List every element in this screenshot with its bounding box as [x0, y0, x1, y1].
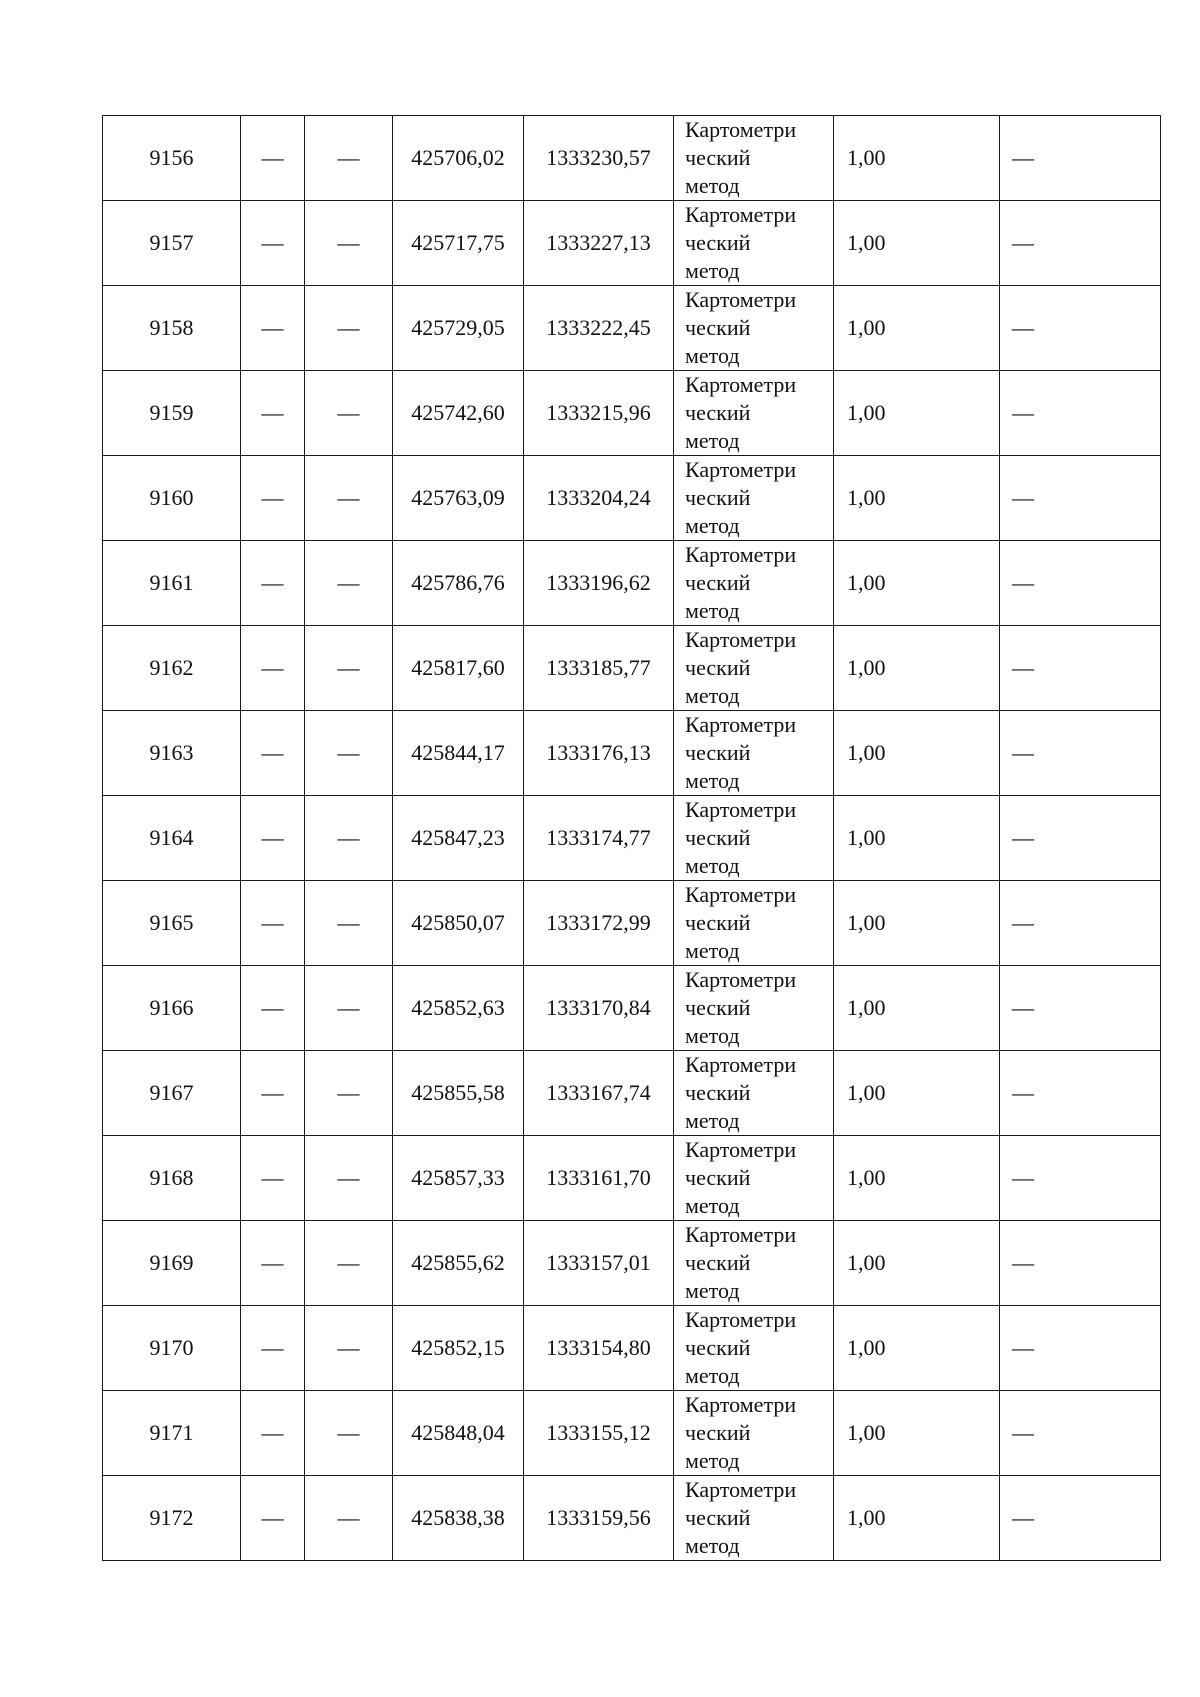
method-text-line: метод	[685, 768, 740, 793]
accuracy-cell: 1,00	[834, 711, 1000, 796]
table-row	[103, 371, 1161, 456]
accuracy-cell: 1,00	[834, 626, 1000, 711]
old-y-cell: —	[305, 881, 393, 966]
table-row	[103, 1391, 1161, 1476]
x-coordinate-cell: 425717,75	[393, 201, 524, 286]
old-y-cell: —	[305, 711, 393, 796]
y-coordinate-cell: 1333230,57	[524, 116, 674, 201]
method-text-line: Картометри	[685, 1052, 797, 1077]
accuracy-cell: 1,00	[834, 1136, 1000, 1221]
point-number-cell: 9165	[103, 881, 241, 966]
method-text-line: метод	[685, 428, 740, 453]
old-y-cell: —	[305, 1306, 393, 1391]
method-text-line: ческий	[685, 1080, 751, 1105]
old-y-cell: —	[305, 1476, 393, 1561]
method-text-line: ческий	[685, 655, 751, 680]
old-y-cell: —	[305, 371, 393, 456]
accuracy-cell: 1,00	[834, 541, 1000, 626]
accuracy-cell: 1,00	[834, 966, 1000, 1051]
x-coordinate-cell: 425844,17	[393, 711, 524, 796]
method-text-line: метод	[685, 513, 740, 538]
description-cell: —	[1000, 371, 1161, 456]
method-text-line: ческий	[685, 1250, 751, 1275]
x-coordinate-cell: 425706,02	[393, 116, 524, 201]
y-coordinate-cell: 1333161,70	[524, 1136, 674, 1221]
description-cell: —	[1000, 456, 1161, 541]
method-text-line: метод	[685, 1533, 740, 1558]
old-x-cell: —	[241, 1306, 305, 1391]
method-text-line: Картометри	[685, 882, 797, 907]
method-text-line: ческий	[685, 145, 751, 170]
method-text-line: ческий	[685, 1505, 751, 1530]
description-cell: —	[1000, 541, 1161, 626]
y-coordinate-cell: 1333174,77	[524, 796, 674, 881]
accuracy-cell: 1,00	[834, 1391, 1000, 1476]
method-text-line: Картометри	[685, 117, 797, 142]
table-row	[103, 966, 1161, 1051]
x-coordinate-cell: 425850,07	[393, 881, 524, 966]
description-cell: —	[1000, 201, 1161, 286]
method-text-line: ческий	[685, 315, 751, 340]
method-cell	[674, 711, 834, 796]
method-cell	[674, 1391, 834, 1476]
accuracy-cell: 1,00	[834, 881, 1000, 966]
y-coordinate-cell: 1333154,80	[524, 1306, 674, 1391]
description-cell: —	[1000, 711, 1161, 796]
description-cell: —	[1000, 1476, 1161, 1561]
old-x-cell: —	[241, 541, 305, 626]
x-coordinate-cell: 425729,05	[393, 286, 524, 371]
old-x-cell: —	[241, 1051, 305, 1136]
method-text-line: ческий	[685, 1420, 751, 1445]
point-number-cell: 9170	[103, 1306, 241, 1391]
table-body	[103, 116, 1161, 1561]
old-y-cell: —	[305, 116, 393, 201]
old-x-cell: —	[241, 626, 305, 711]
method-cell	[674, 796, 834, 881]
x-coordinate-cell: 425855,58	[393, 1051, 524, 1136]
accuracy-cell: 1,00	[834, 201, 1000, 286]
x-coordinate-cell: 425847,23	[393, 796, 524, 881]
y-coordinate-cell: 1333185,77	[524, 626, 674, 711]
method-cell	[674, 881, 834, 966]
point-number-cell: 9163	[103, 711, 241, 796]
method-text-line: ческий	[685, 995, 751, 1020]
method-text-line: ческий	[685, 230, 751, 255]
accuracy-cell: 1,00	[834, 116, 1000, 201]
old-y-cell: —	[305, 1051, 393, 1136]
method-text-line: метод	[685, 853, 740, 878]
old-x-cell: —	[241, 796, 305, 881]
old-x-cell: —	[241, 1221, 305, 1306]
description-cell: —	[1000, 1136, 1161, 1221]
table-row	[103, 1221, 1161, 1306]
description-cell: —	[1000, 1051, 1161, 1136]
method-text-line: ческий	[685, 740, 751, 765]
old-y-cell: —	[305, 201, 393, 286]
old-x-cell: —	[241, 371, 305, 456]
old-x-cell: —	[241, 201, 305, 286]
description-cell: —	[1000, 1221, 1161, 1306]
y-coordinate-cell: 1333172,99	[524, 881, 674, 966]
y-coordinate-cell: 1333227,13	[524, 201, 674, 286]
x-coordinate-cell: 425857,33	[393, 1136, 524, 1221]
old-y-cell: —	[305, 966, 393, 1051]
table-row	[103, 541, 1161, 626]
point-number-cell: 9171	[103, 1391, 241, 1476]
method-cell	[674, 456, 834, 541]
method-cell	[674, 966, 834, 1051]
description-cell: —	[1000, 1391, 1161, 1476]
method-text-line: Картометри	[685, 712, 797, 737]
method-text-line: Картометри	[685, 967, 797, 992]
point-number-cell: 9172	[103, 1476, 241, 1561]
table-row	[103, 116, 1161, 201]
accuracy-cell: 1,00	[834, 1221, 1000, 1306]
method-text-line: метод	[685, 1023, 740, 1048]
old-x-cell: —	[241, 1136, 305, 1221]
point-number-cell: 9169	[103, 1221, 241, 1306]
description-cell: —	[1000, 116, 1161, 201]
old-x-cell: —	[241, 286, 305, 371]
y-coordinate-cell: 1333159,56	[524, 1476, 674, 1561]
method-cell	[674, 286, 834, 371]
method-cell	[674, 116, 834, 201]
point-number-cell: 9166	[103, 966, 241, 1051]
table-row	[103, 881, 1161, 966]
method-text-line: Картометри	[685, 542, 797, 567]
old-x-cell: —	[241, 966, 305, 1051]
method-cell	[674, 541, 834, 626]
x-coordinate-cell: 425817,60	[393, 626, 524, 711]
method-cell	[674, 1221, 834, 1306]
table-row	[103, 1051, 1161, 1136]
old-y-cell: —	[305, 796, 393, 881]
point-number-cell: 9158	[103, 286, 241, 371]
old-x-cell: —	[241, 881, 305, 966]
old-x-cell: —	[241, 116, 305, 201]
old-y-cell: —	[305, 541, 393, 626]
y-coordinate-cell: 1333204,24	[524, 456, 674, 541]
method-text-line: ческий	[685, 910, 751, 935]
table-row	[103, 1476, 1161, 1561]
point-number-cell: 9157	[103, 201, 241, 286]
method-text-line: метод	[685, 1448, 740, 1473]
old-x-cell: —	[241, 711, 305, 796]
method-text-line: ческий	[685, 1335, 751, 1360]
accuracy-cell: 1,00	[834, 456, 1000, 541]
old-y-cell: —	[305, 1136, 393, 1221]
method-cell	[674, 1136, 834, 1221]
table-row	[103, 1306, 1161, 1391]
method-cell	[674, 626, 834, 711]
method-text-line: метод	[685, 598, 740, 623]
x-coordinate-cell: 425852,15	[393, 1306, 524, 1391]
method-text-line: Картометри	[685, 797, 797, 822]
method-cell	[674, 1051, 834, 1136]
method-text-line: метод	[685, 1108, 740, 1133]
accuracy-cell: 1,00	[834, 1306, 1000, 1391]
table-row	[103, 201, 1161, 286]
description-cell: —	[1000, 626, 1161, 711]
point-number-cell: 9162	[103, 626, 241, 711]
old-y-cell: —	[305, 626, 393, 711]
table-row	[103, 286, 1161, 371]
y-coordinate-cell: 1333196,62	[524, 541, 674, 626]
method-text-line: Картометри	[685, 1477, 797, 1502]
method-text-line: Картометри	[685, 202, 797, 227]
old-x-cell: —	[241, 1391, 305, 1476]
table-row	[103, 1136, 1161, 1221]
method-text-line: метод	[685, 938, 740, 963]
method-text-line: Картометри	[685, 1137, 797, 1162]
method-text-line: Картометри	[685, 1392, 797, 1417]
x-coordinate-cell: 425852,63	[393, 966, 524, 1051]
method-text-line: ческий	[685, 825, 751, 850]
method-text-line: Картометри	[685, 1222, 797, 1247]
method-text-line: Картометри	[685, 372, 797, 397]
old-y-cell: —	[305, 286, 393, 371]
description-cell: —	[1000, 966, 1161, 1051]
method-cell	[674, 1476, 834, 1561]
method-text-line: ческий	[685, 1165, 751, 1190]
method-cell	[674, 1306, 834, 1391]
method-text-line: метод	[685, 1363, 740, 1388]
method-text-line: метод	[685, 173, 740, 198]
method-text-line: метод	[685, 1278, 740, 1303]
table-row	[103, 626, 1161, 711]
old-x-cell: —	[241, 456, 305, 541]
y-coordinate-cell: 1333222,45	[524, 286, 674, 371]
x-coordinate-cell: 425763,09	[393, 456, 524, 541]
old-x-cell: —	[241, 1476, 305, 1561]
description-cell: —	[1000, 286, 1161, 371]
method-text-line: ческий	[685, 400, 751, 425]
accuracy-cell: 1,00	[834, 1476, 1000, 1561]
method-text-line: ческий	[685, 485, 751, 510]
old-y-cell: —	[305, 1391, 393, 1476]
y-coordinate-cell: 1333157,01	[524, 1221, 674, 1306]
x-coordinate-cell: 425838,38	[393, 1476, 524, 1561]
x-coordinate-cell: 425855,62	[393, 1221, 524, 1306]
accuracy-cell: 1,00	[834, 1051, 1000, 1136]
point-number-cell: 9168	[103, 1136, 241, 1221]
accuracy-cell: 1,00	[834, 371, 1000, 456]
old-y-cell: —	[305, 456, 393, 541]
old-y-cell: —	[305, 1221, 393, 1306]
method-text-line: Картометри	[685, 287, 797, 312]
method-text-line: метод	[685, 1193, 740, 1218]
method-cell	[674, 201, 834, 286]
x-coordinate-cell: 425786,76	[393, 541, 524, 626]
table-row	[103, 456, 1161, 541]
point-number-cell: 9167	[103, 1051, 241, 1136]
description-cell: —	[1000, 1306, 1161, 1391]
description-cell: —	[1000, 796, 1161, 881]
method-text-line: метод	[685, 343, 740, 368]
point-number-cell: 9161	[103, 541, 241, 626]
method-text-line: Картометри	[685, 627, 797, 652]
y-coordinate-cell: 1333167,74	[524, 1051, 674, 1136]
method-text-line: метод	[685, 683, 740, 708]
point-number-cell: 9164	[103, 796, 241, 881]
method-text-line: метод	[685, 258, 740, 283]
method-text-line: ческий	[685, 570, 751, 595]
y-coordinate-cell: 1333215,96	[524, 371, 674, 456]
method-text-line: Картометри	[685, 1307, 797, 1332]
y-coordinate-cell: 1333170,84	[524, 966, 674, 1051]
coordinates-table	[102, 115, 1161, 1561]
accuracy-cell: 1,00	[834, 286, 1000, 371]
description-cell: —	[1000, 881, 1161, 966]
point-number-cell: 9156	[103, 116, 241, 201]
y-coordinate-cell: 1333155,12	[524, 1391, 674, 1476]
method-cell	[674, 371, 834, 456]
x-coordinate-cell: 425742,60	[393, 371, 524, 456]
table-row	[103, 796, 1161, 881]
x-coordinate-cell: 425848,04	[393, 1391, 524, 1476]
y-coordinate-cell: 1333176,13	[524, 711, 674, 796]
point-number-cell: 9159	[103, 371, 241, 456]
method-text-line: Картометри	[685, 457, 797, 482]
table-row	[103, 711, 1161, 796]
point-number-cell: 9160	[103, 456, 241, 541]
accuracy-cell: 1,00	[834, 796, 1000, 881]
